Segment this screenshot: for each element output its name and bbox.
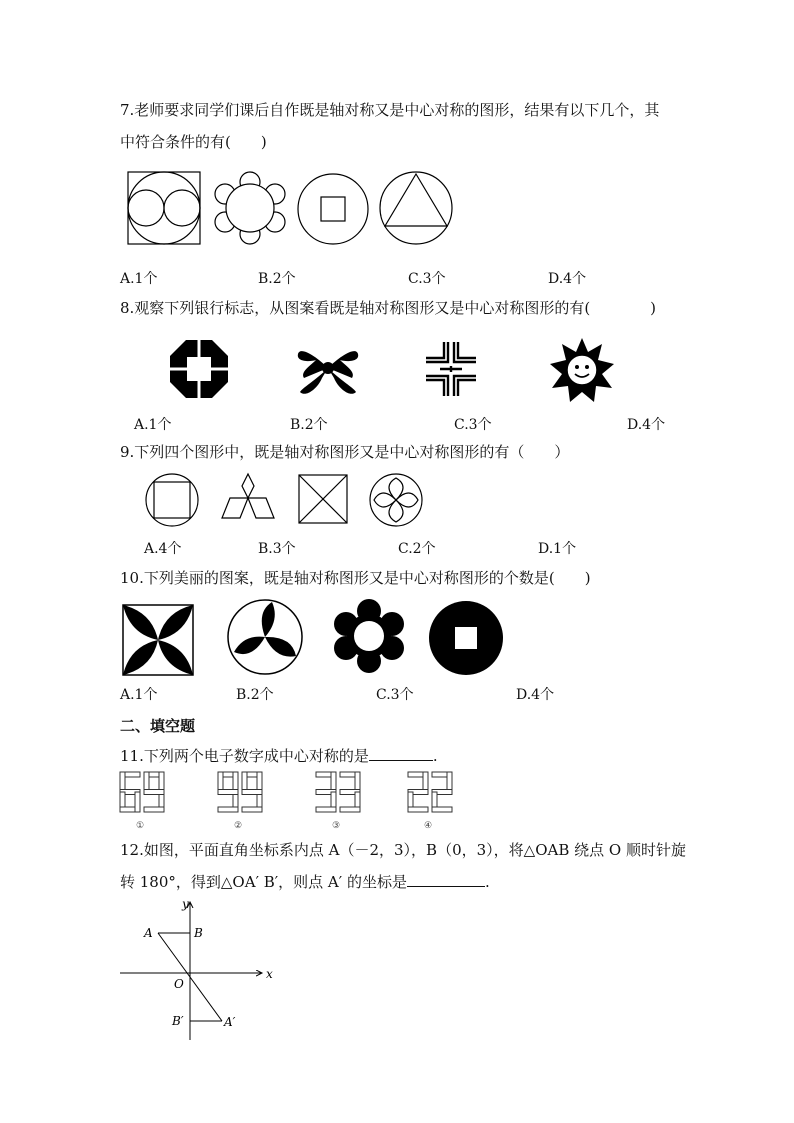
q7-figure-flower xyxy=(212,172,288,244)
section-title: 二、填空题 xyxy=(120,717,196,735)
q12-coordinate-figure xyxy=(118,896,278,1042)
q11-prompt: 11.下列两个电子数字成中心对称的是 xyxy=(120,747,369,765)
point-b-label: B xyxy=(194,926,203,940)
digit-pair-3 xyxy=(316,772,360,831)
q7-option-c: C.3个 xyxy=(408,271,446,287)
q12-answer-blank[interactable] xyxy=(407,872,485,887)
q12-end: . xyxy=(484,873,490,891)
q11-text xyxy=(120,746,438,766)
x-axis-label: x xyxy=(266,967,273,981)
point-a-prime-label: A′ xyxy=(224,1015,236,1029)
q8-logo-octagon-frame xyxy=(168,338,230,400)
q10-figure-coin xyxy=(428,600,504,676)
q10-text: 10.下列美丽的图案，既是轴对称图形又是中心对称图形的个数是( ) xyxy=(120,569,591,587)
digit-caption-3: ③ xyxy=(331,821,341,831)
q7-line1: 7.老师要求同学们课后自作既是轴对称又是中心对称的图形，结果有以下几个，其 xyxy=(120,101,660,119)
q11-digit-pairs xyxy=(118,770,478,832)
q10-option-b: B.2个 xyxy=(236,687,274,703)
q8-option-c: C.3个 xyxy=(454,417,492,433)
digit-pair-4 xyxy=(408,772,452,831)
q10-figure-circle-propeller xyxy=(226,598,304,676)
q12-line1: 12.如图，平面直角坐标系内点 A（－2，3），B（0，3），将△OAB 绕点 O 顺时针旋 xyxy=(120,841,686,859)
q7-line2: 中符合条件的有( ) xyxy=(120,133,267,151)
q10-option-c: C.3个 xyxy=(376,687,414,703)
q7-option-a: A.1个 xyxy=(120,271,158,287)
q9-figure-circle-petals xyxy=(368,472,424,528)
q9-option-b: B.3个 xyxy=(258,541,296,557)
q7-figure-circle-triangle xyxy=(378,170,454,246)
q11-end: . xyxy=(432,747,438,765)
q11-answer-blank[interactable] xyxy=(369,746,433,761)
q10-figure-square-leaves xyxy=(122,604,194,676)
q9-figure-circle-square xyxy=(144,472,200,528)
q9-figure-three-diamonds xyxy=(220,472,276,522)
q10-option-a: A.1个 xyxy=(120,687,158,703)
q8-logo-x-butterfly xyxy=(296,338,360,398)
q10-figure-black-flower xyxy=(332,598,406,674)
q9-text: 9.下列四个图形中，既是轴对称图形又是中心对称图形的有（ ） xyxy=(120,443,570,461)
digit-pair-2 xyxy=(218,772,262,831)
origin-label: O xyxy=(174,977,184,991)
q7-figure-circle-square xyxy=(296,172,370,246)
q8-logo-cross-lines xyxy=(422,340,480,398)
q7-figure-square-two-circles xyxy=(126,170,202,246)
y-axis-label: y xyxy=(182,897,189,911)
point-a-label: A xyxy=(144,926,153,940)
q9-option-d: D.1个 xyxy=(538,541,577,557)
q12-line2 xyxy=(120,872,490,892)
q9-figure-square-x xyxy=(298,474,348,524)
q8-option-b: B.2个 xyxy=(290,417,328,433)
point-b-prime-label: B′ xyxy=(172,1014,184,1028)
digit-caption-2: ② xyxy=(233,821,243,831)
q9-option-c: C.2个 xyxy=(398,541,436,557)
q7-option-b: B.2个 xyxy=(258,271,296,287)
q8-option-d: D.4个 xyxy=(627,417,666,433)
q12-prompt: 转 180°，得到△OA′ B′，则点 A′ 的坐标是 xyxy=(120,873,407,891)
q7-option-d: D.4个 xyxy=(548,271,587,287)
q10-option-d: D.4个 xyxy=(516,687,555,703)
q8-logo-sun-star xyxy=(550,338,614,402)
digit-caption-1: ① xyxy=(135,821,145,831)
q8-text: 8.观察下列银行标志，从图案看既是轴对称图形又是中心对称图形的有( ) xyxy=(120,299,657,317)
digit-pair-1 xyxy=(120,772,164,831)
q8-option-a: A.1个 xyxy=(134,417,172,433)
q9-option-a: A.4个 xyxy=(144,541,182,557)
digit-caption-4: ④ xyxy=(423,821,433,831)
